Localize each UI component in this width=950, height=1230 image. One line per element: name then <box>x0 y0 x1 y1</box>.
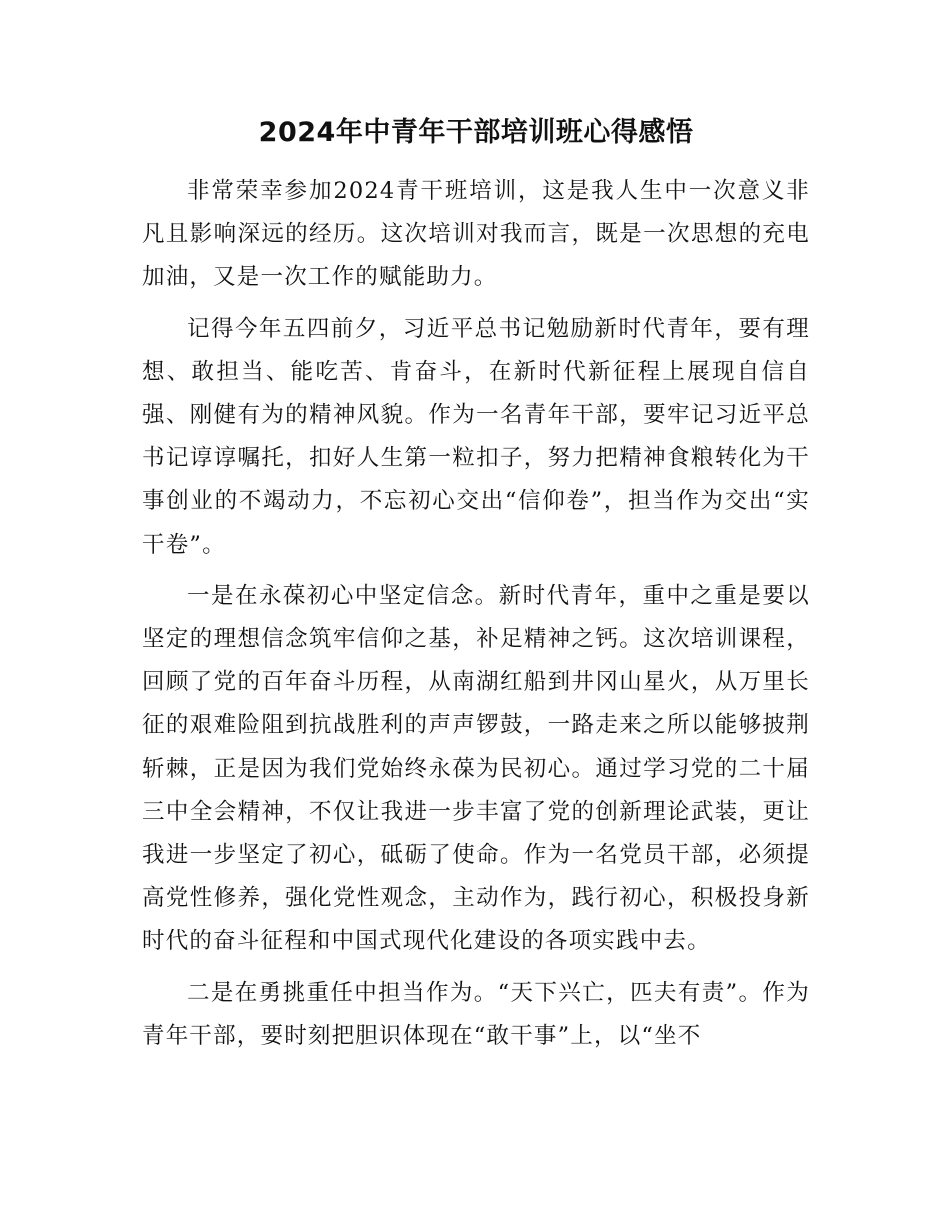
paragraph-intro: 非常荣幸参加2024青干班培训，这是我人生中一次意义非凡且影响深远的经历。这次培训对我而言，既是一次思想的充电加油，又是一次工作的赋能助力。 <box>142 178 810 291</box>
paragraph-point-two: 二是在勇挑重任中担当作为。“天下兴亡，匹夫有责”。作为青年干部，要时刻把胆识体现在“敢干事”上，以“坐不 <box>142 979 810 1049</box>
document-page <box>142 108 810 1066</box>
paragraph-point-one: 一是在永葆初心中坚定信念。新时代青年，重中之重是要以坚定的理想信念筑牢信仰之基，补足精神之钙。这次培训课程，回顾了党的百年奋斗历程，从南湖红船到井冈山星火，从万里长征的艰难险阻到抗战胜利的声声锣鼓，一路走来之所以能够披荆斩棘，正是因为我们党始终永葆为民初心。通过学习党的二十届三中全会精神，不仅让我进一步丰富了党的创新理论武装，更让我进一步坚定了初心，砥砺了使命。作为一名党员干部，必须提高党性修养，强化党性观念，主动作为，践行初心，积极投身新时代的奋斗征程和中国式现代化建设的各项实践中去。 <box>142 582 810 955</box>
paragraph-may-fourth: 记得今年五四前夕，习近平总书记勉励新时代青年，要有理想、敢担当、能吃苦、肯奋斗，在新时代新征程上展现自信自强、刚健有为的精神风貌。作为一名青年干部，要牢记习近平总书记谆谆嘱托，扣好人生第一粒扣子，努力把精神食粮转化为干事创业的不竭动力，不忘初心交出“信仰卷”，担当作为交出“实干卷”。 <box>142 315 810 558</box>
document-title: 2024年中青年干部培训班心得感悟 <box>258 117 694 148</box>
